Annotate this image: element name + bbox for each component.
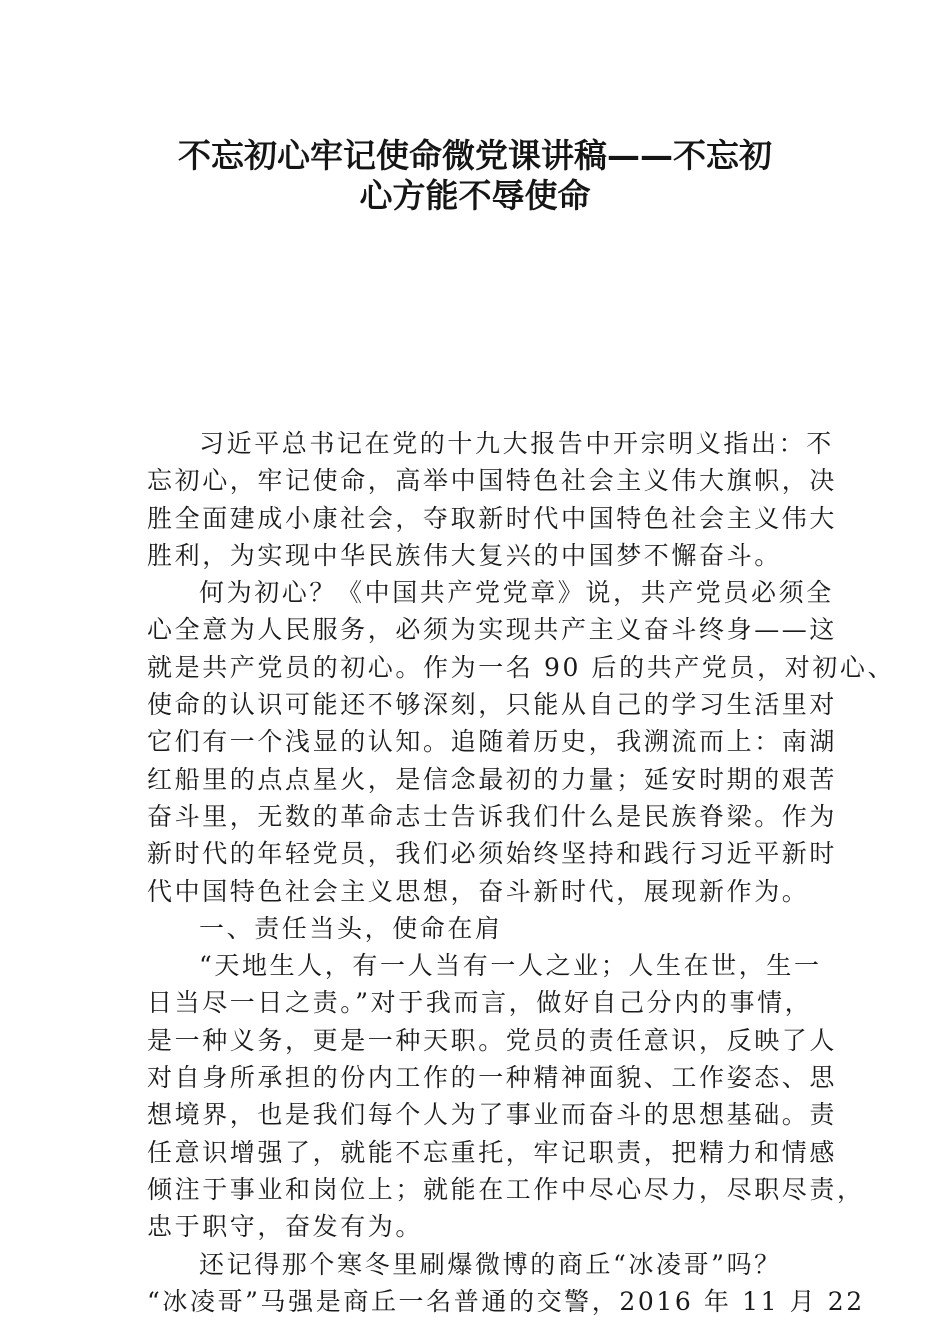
body-line: 心全意为人民服务，必须为实现共产主义奋斗终身——这	[147, 615, 838, 645]
body-line: “天地生人，有一人当有一人之业；人生在世，生一	[199, 951, 822, 981]
body-line: 它们有一个浅显的认知。追随着历史，我溯流而上：南湖	[147, 727, 838, 757]
body-line: 对自身所承担的份内工作的一种精神面貌、工作姿态、思	[147, 1063, 838, 1093]
body-line: “冰凌哥”马强是商丘一名普通的交警，2016 年 11 月 22	[147, 1286, 865, 1316]
body-line: 使命的认识可能还不够深刻，只能从自己的学习生活里对	[147, 690, 838, 720]
body-line: 代中国特色社会主义思想，奋斗新时代，展现新作为。	[147, 876, 810, 906]
body-line: 胜全面建成小康社会，夺取新时代中国特色社会主义伟大	[147, 503, 838, 533]
document-title	[100, 136, 850, 216]
title-line-1: 不忘初心牢记使命微党课讲稿——不忘初	[178, 136, 772, 175]
body-line: 奋斗里，无数的革命志士告诉我们什么是民族脊梁。作为	[147, 801, 838, 831]
body-line: 还记得那个寒冬里刷爆微博的商丘“冰凌哥”吗？	[199, 1249, 782, 1279]
body-line: 新时代的年轻党员，我们必须始终坚持和践行习近平新时	[147, 839, 838, 869]
body-line: 习近平总书记在党的十九大报告中开宗明义指出：不	[199, 429, 834, 458]
body-line: 胜利，为实现中华民族伟大复兴的中国梦不懈奋斗。	[147, 540, 782, 570]
body-line: 就是共产党员的初心。作为一名 90 后的共产党员，对初心、	[147, 652, 896, 682]
section-heading: 一、责任当头，使命在肩	[199, 913, 503, 943]
body-line: 是一种义务，更是一种天职。党员的责任意识，反映了人	[147, 1025, 838, 1055]
body-line: 忠于职守，奋发有为。	[147, 1212, 424, 1242]
body-line: 红船里的点点星火，是信念最初的力量；延安时期的艰苦	[147, 764, 838, 794]
body-line: 倾注于事业和岗位上；就能在工作中尽心尽力，尽职尽责，	[147, 1174, 865, 1204]
body-line: 何为初心？《中国共产党党章》说，共产党员必须全	[199, 578, 834, 608]
document-body	[147, 425, 896, 1320]
title-line-2: 心方能不辱使命	[359, 176, 591, 215]
body-line: 忘初心，牢记使命，高举中国特色社会主义伟大旗帜，决	[147, 466, 838, 496]
body-line: 想境界，也是我们每个人为了事业而奋斗的思想基础。责	[147, 1100, 838, 1130]
body-line: 任意识增强了，就能不忘重托，牢记职责，把精力和情感	[147, 1137, 838, 1167]
body-line: 日当尽一日之责。”对于我而言，做好自己分内的事情，	[147, 988, 813, 1018]
